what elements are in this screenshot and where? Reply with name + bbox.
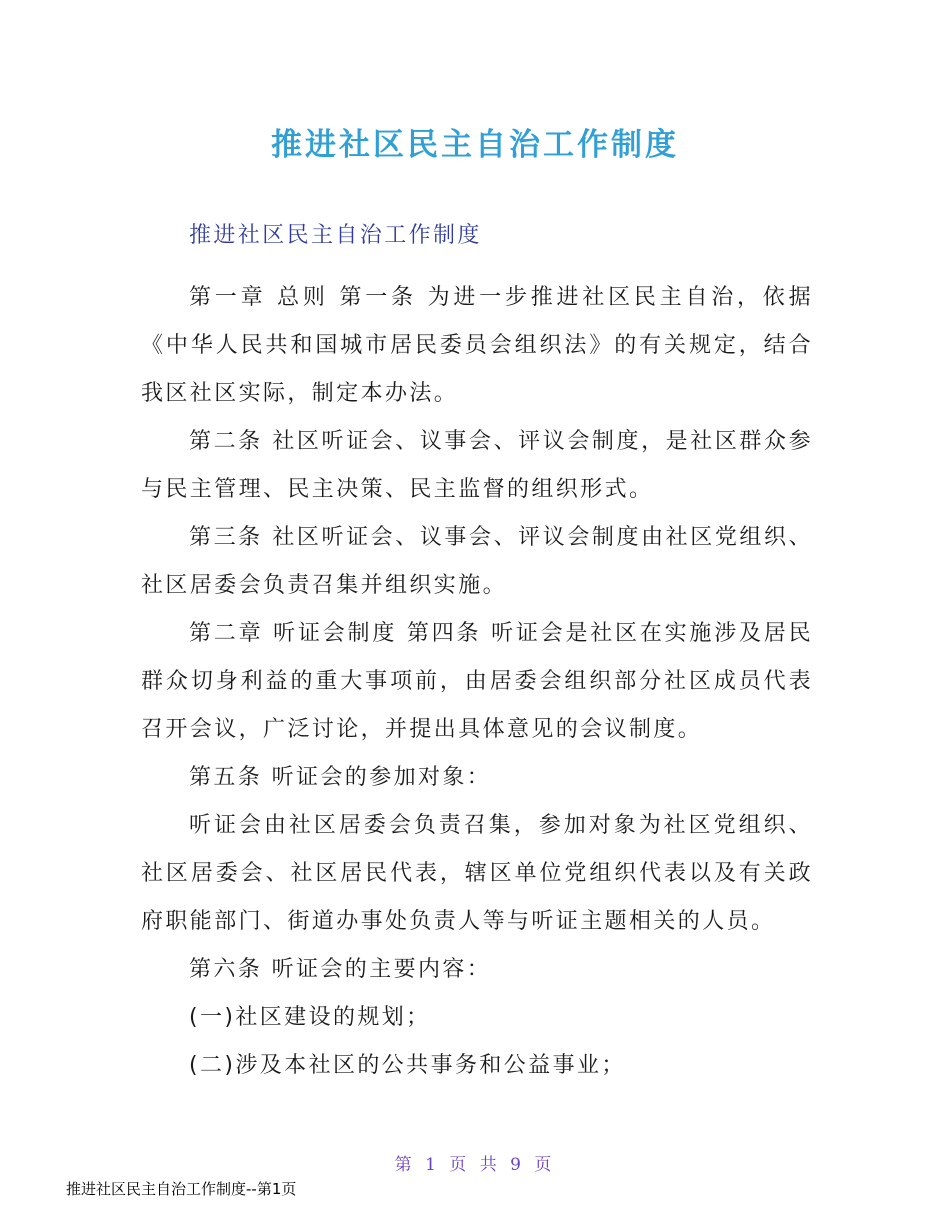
paragraph: 听证会由社区居委会负责召集，参加对象为社区党组织、社区居委会、社区居民代表，辖区单位党组织代表以及有关政府职能部门、街道办事处负责人等与听证主题相关的人员。 — [141, 813, 813, 934]
paragraph: 第三条 社区听证会、议事会、评议会制度由社区党组织、社区居委会负责召集并组织实施。 — [141, 525, 813, 598]
page-title: 推进社区民主自治工作制度 — [271, 126, 679, 163]
footer-caption: 推进社区民主自治工作制度--第1页 — [66, 1180, 297, 1198]
page-number: 第 1 页 共 9 页 — [394, 1155, 556, 1175]
list-item: (二)涉及本社区的公共事务和公益事业； — [189, 1053, 626, 1078]
document-subtitle: 推进社区民主自治工作制度 — [189, 223, 482, 248]
document-body — [141, 212, 813, 1090]
paragraph: 第二条 社区听证会、议事会、评议会制度，是社区群众参与民主管理、民主决策、民主监督的组织形式。 — [141, 429, 813, 502]
paragraph: 第二章 听证会制度 第四条 听证会是社区在实施涉及居民群众切身利益的重大事项前，由居委会组织部分社区成员代表召开会议，广泛讨论，并提出具体意见的会议制度。 — [141, 621, 813, 742]
list-item: (一)社区建设的规划； — [189, 1005, 431, 1030]
paragraph: 第五条 听证会的参加对象： — [189, 765, 492, 790]
paragraph: 第六条 听证会的主要内容： — [189, 957, 492, 982]
paragraph: 第一章 总则 第一条 为进一步推进社区民主自治，依据《中华人民共和国城市居民委员会组织法》的有关规定，结合我区社区实际，制定本办法。 — [141, 285, 813, 406]
